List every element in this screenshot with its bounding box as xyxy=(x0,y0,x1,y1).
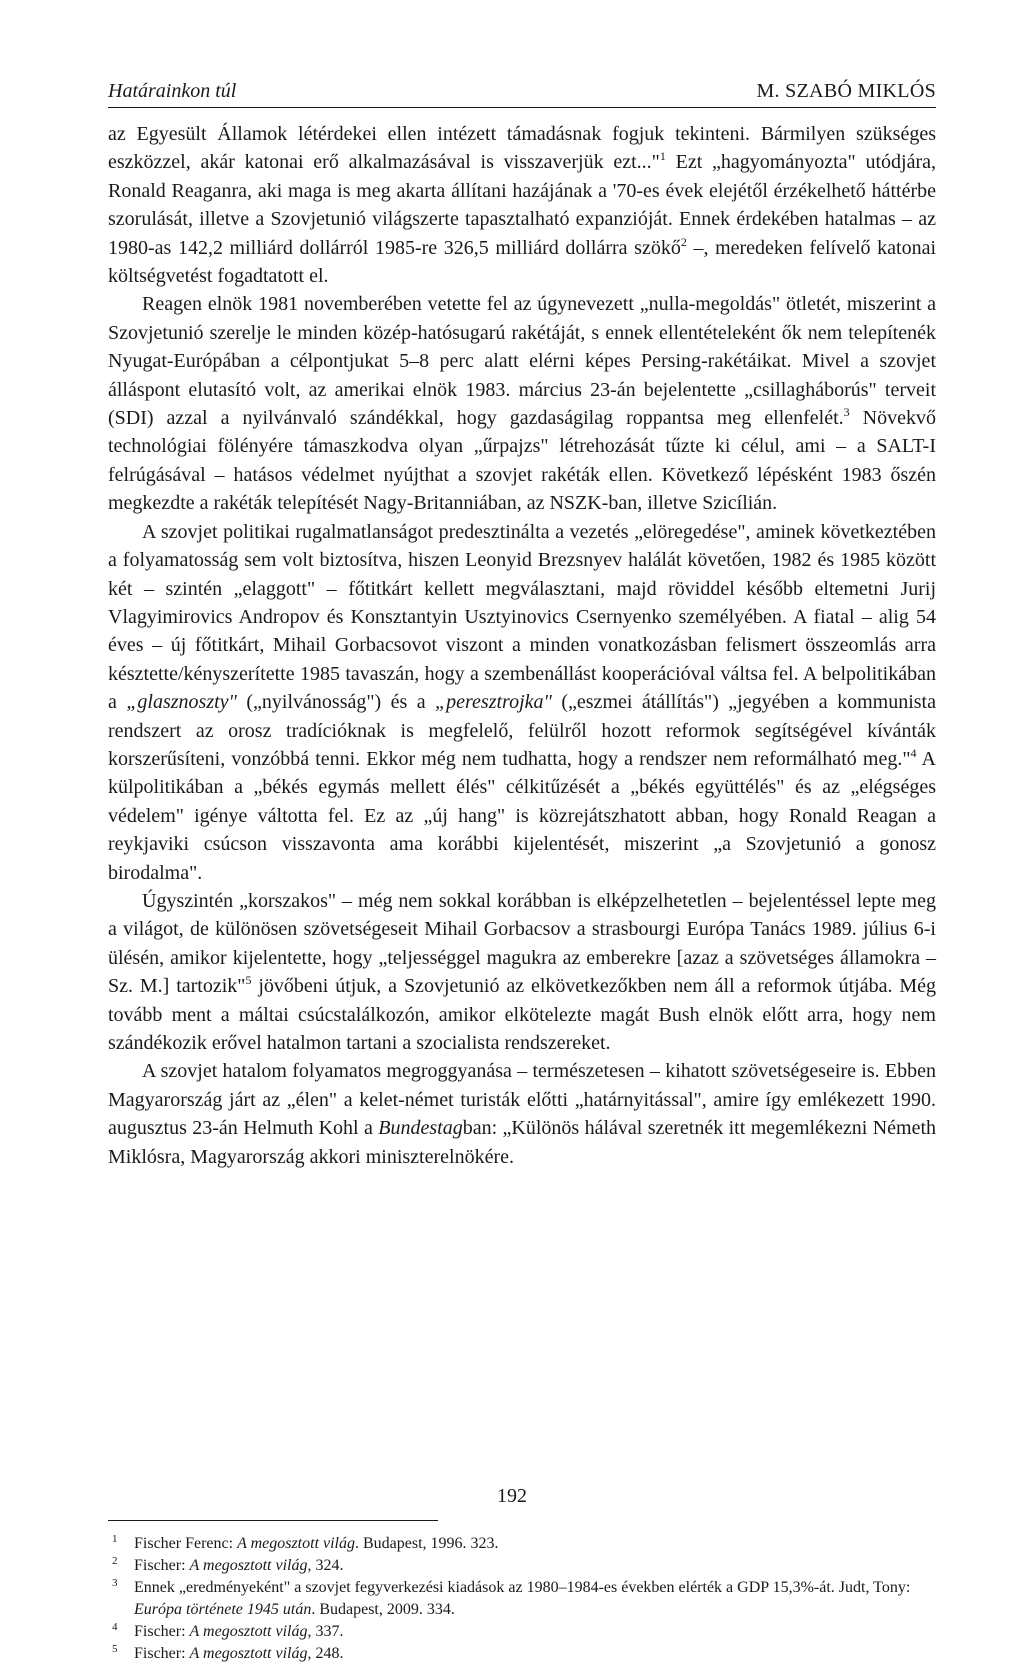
footnote-5: $^5$ Fischer: A megosztott világ, 248. xyxy=(112,1643,344,1662)
footnotes xyxy=(108,1533,936,1665)
footnote-4: $^4$ Fischer: A megosztott világ, 337. xyxy=(112,1621,344,1640)
footnote-ref-5[interactable]: 5 xyxy=(245,973,252,988)
footnote-ref-3[interactable]: 3 xyxy=(843,405,850,420)
footnote-ref-1[interactable]: 1 xyxy=(659,149,666,164)
term-peresztrojka: „peresztrojka" xyxy=(435,691,552,714)
footnote-ref-2[interactable]: 2 xyxy=(680,234,687,249)
paragraph-5: A szovjet hatalom folyamatos megroggyanása – természetesen – kihatott szövetségeseire is. Ebben Magyarország járt az „élen" a kelet-német turisták előtti „határnyitással", amire így emlékezett 1990. augusztus 23-án Helmuth Kohl a Bundestagban: „Különös hálával szeretnék itt megemlékezni Németh Miklósra, Magyarország akkori miniszterelnökére. xyxy=(108,1060,937,1168)
footnote-number: 5 xyxy=(112,1643,118,1655)
paragraph-2: Reagen elnök 1981 novemberében vetette fel az úgynevezett „nulla-megoldás" ötletét, miszerint a Szovjetunió szerelje le minden közép-hatósugarú rakétáját, s ennek ellentételeként ők nem telepítenék Nyugat-Európában a célpontjukat 5–8 perc alatt elérni képes Persing-rakétáikat. Mivel a szovjet álláspont elutasító volt, az amerikai elnök 1983. március 23-án bejelentette „csillagháborús" terveit (SDI) azzal a nyilvánvaló szándékkal, hogy gazdaságilag roppantsa meg ellenfelét.$^3$ Növekvő technológiai fölényére támaszkodva olyan „űrpajzs" létrehozását tűzte ki célul, ami – a SALT-I felrúgásával – hatásos védelmet nyújthat a szovjet rakéták ellen. Következő lépésként 1983 őszén megkezdte a rakéták telepítését Nagy-Britanniában, az NSZK-ban, illetve Szicílián. xyxy=(108,293,936,515)
footnote-number: 1 xyxy=(112,1533,118,1545)
header-author: M. SZABÓ MIKLÓS xyxy=(756,80,936,102)
footnote-number: 3 xyxy=(112,1577,118,1589)
footnote-ref-4[interactable]: 4 xyxy=(910,745,917,760)
footnote-2: $^2$ Fischer: A megosztott világ, 324. xyxy=(112,1555,344,1574)
term-glasznoszty: „glasznoszty" xyxy=(126,691,237,714)
term-bundestag: Bundestag xyxy=(378,1117,463,1140)
paragraph-3: A szovjet politikai rugalmatlanságot predesztinálta a vezetés „elöregedése", aminek következtében a folyamatosság sem volt biztosítva, hiszen Leonyid Brezsnyev halálát követően, 1982 és 1985 között két – szintén „elaggott" – főtitkárt kellett megválasztani, majd röviddel később eltemetni Jurij Vlagyimirovics Andropov és Konsztantyin Usztyinovics Csernyenko személyében. A fiatal – alig 54 éves – új főtitkárt, Mihail Gorbacsovot viszont a minden vonatkozásban felismert összeomlás arra késztette/kényszerítette 1985 tavaszán, hogy a szembenállást kooperációval váltsa fel. A belpolitikában a „glasznoszty" („nyilvánosság") és a „peresztrojka" („eszmei átállítás") „jegyében a kommunista rendszert az orosz tradícióknak is megfelelő, felülről hozott reformok segítségével kívánták korszerűsíteni, vonzóbbá tenni. Ekkor még nem tudhatta, hogy a rendszer nem reformálható meg."$^4$ A külpolitikában a „békés egymás mellett élés" célkitűzését a „békés együttélés" és az „elégséges védelem" igénye váltotta fel. Ez az „új hang" is közrejátszhatott abban, hogy Ronald Reagan a reykjaviki csúcson visszavonta ama korábbi kijelentését, miszerint „a Szovjetunió a gonosz birodalma". xyxy=(108,520,936,884)
page-number: 192 xyxy=(497,1485,527,1507)
body-text xyxy=(108,120,936,1171)
running-header xyxy=(108,80,936,108)
footnote-divider xyxy=(108,1520,438,1521)
header-section-title: Határainkon túl xyxy=(108,80,237,102)
footnote-number: 2 xyxy=(112,1555,118,1567)
footnote-1: $^1$ Fischer Ferenc: A megosztott világ. Budapest, 1996. 323. xyxy=(112,1533,499,1552)
footnote-3: $^3$ Ennek „eredményeként" a szovjet fegyverkezési kiadások az 1980–1984-es években elérték a GDP 15,3%-át. Judt, Tony: Európa története 1945 után. Budapest, 2009. 334. xyxy=(112,1577,911,1618)
paragraph-1: az Egyesült Államok létérdekei ellen intézett támadásnak fogjuk tekinteni. Bármilyen szükséges eszközzel, akár katonai erő alkalmazásával is visszaverjük ezt..."$^1$ Ezt „hagyományozta" utódjára, Ronald Reaganra, aki maga is meg akarta állítani hazájának a '70-es évek elejétől érzékelhető háttérbe szorulását, illetve a Szovjetunió világszerte tapasztalható expanzióját. Ennek érdekében hatalmas – az 1980-as 142,2 milliárd dollárról 1985-re 326,5 milliárd dollárra szökő$^2$ –, meredeken felívelő katonai költségvetést fogadtatott el. xyxy=(108,123,937,288)
footnote-number: 4 xyxy=(112,1621,118,1633)
paragraph-4: Úgyszintén „korszakos" – még nem sokkal korábban is elképzelhetetlen – bejelentéssel lepte meg a világot, de különösen szövetségeseit Mihail Gorbacsov a strasbourgi Európa Tanács 1989. július 6-i ülésén, amikor kijelentette, hogy „teljességgel magukra az emberekre [azaz a szövetséges államokra – Sz. M.] tartozik"$^5$ jövőbeni útjuk, a Szovjetunió az elkövetkezőkben nem áll a reformok útjába. Még tovább ment a máltai csúcstalálkozón, amikor elkötelezte magát Bush elnök előtt arra, hogy nem szándékozik erővel hatalmon tartani a szocialista rendszereket. xyxy=(108,889,936,1054)
